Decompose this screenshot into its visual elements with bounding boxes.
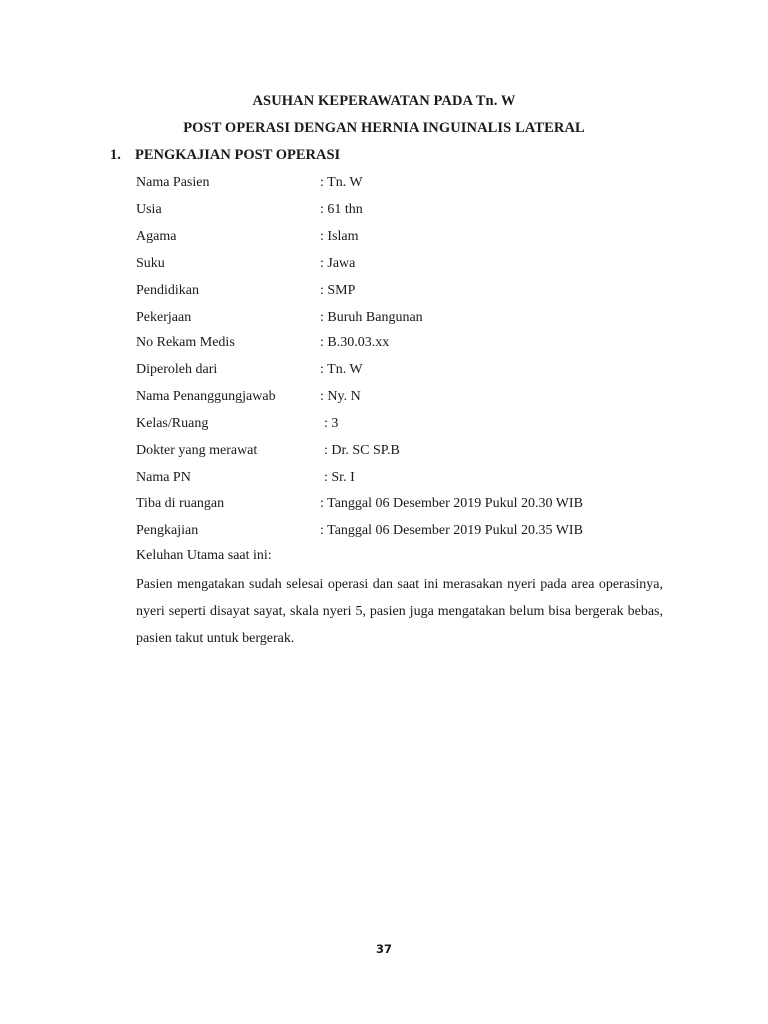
field-label: Nama Pasien [136, 175, 210, 190]
field-value: : Tn. W [320, 362, 363, 377]
field-value: : Buruh Bangunan [320, 310, 423, 325]
field-label: Pendidikan [136, 283, 199, 298]
field-label: Usia [136, 202, 162, 217]
field-label: Pekerjaan [136, 310, 192, 325]
field-value: : Tn. W [320, 175, 363, 190]
section-title: PENGKAJIAN POST OPERASI [135, 147, 341, 163]
section-heading [110, 147, 340, 164]
field-value: : Sr. I [324, 470, 355, 485]
field-value: : Dr. SC SP.B [324, 443, 400, 458]
page-number: 37 [375, 942, 392, 956]
field-label: Agama [136, 229, 177, 244]
field-value: : SMP [320, 283, 356, 298]
field-label: Tiba di ruangan [136, 496, 225, 511]
document-subtitle: POST OPERASI DENGAN HERNIA INGUINALIS LATERAL [183, 120, 585, 136]
keluhan-utama-paragraph: Pasien mengatakan sudah selesai operasi dan saat ini merasakan nyeri pada area operasinya, nyeri seperti disayat sayat, skala nyeri 5, pasien juga mengatakan belum bisa bergerak bebas, pasien takut untuk bergerak. [136, 577, 663, 646]
field-label: Pengkajian [136, 523, 199, 538]
field-value: : 3 [324, 416, 339, 431]
field-value: : Ny. N [320, 389, 361, 404]
field-value: : Jawa [320, 256, 356, 271]
field-value: : 61 thn [320, 202, 363, 217]
field-label: Dokter yang merawat [136, 443, 258, 458]
keluhan-utama-label: Keluhan Utama saat ini: [136, 548, 272, 563]
section-number: 1. [110, 147, 121, 163]
field-label: No Rekam Medis [136, 335, 235, 350]
field-label: Diperoleh dari [136, 362, 218, 377]
document-title: ASUHAN KEPERAWATAN PADA Tn. W [252, 93, 516, 109]
field-label: Nama Penanggungjawab [136, 389, 276, 404]
field-value: : B.30.03.xx [320, 335, 390, 350]
field-label: Nama PN [136, 470, 191, 485]
field-value: : Tanggal 06 Desember 2019 Pukul 20.30 WIB [320, 496, 583, 511]
field-label: Kelas/Ruang [136, 416, 209, 431]
field-value: : Islam [320, 229, 359, 244]
field-value: : Tanggal 06 Desember 2019 Pukul 20.35 WIB [320, 523, 583, 538]
field-label: Suku [136, 256, 165, 271]
